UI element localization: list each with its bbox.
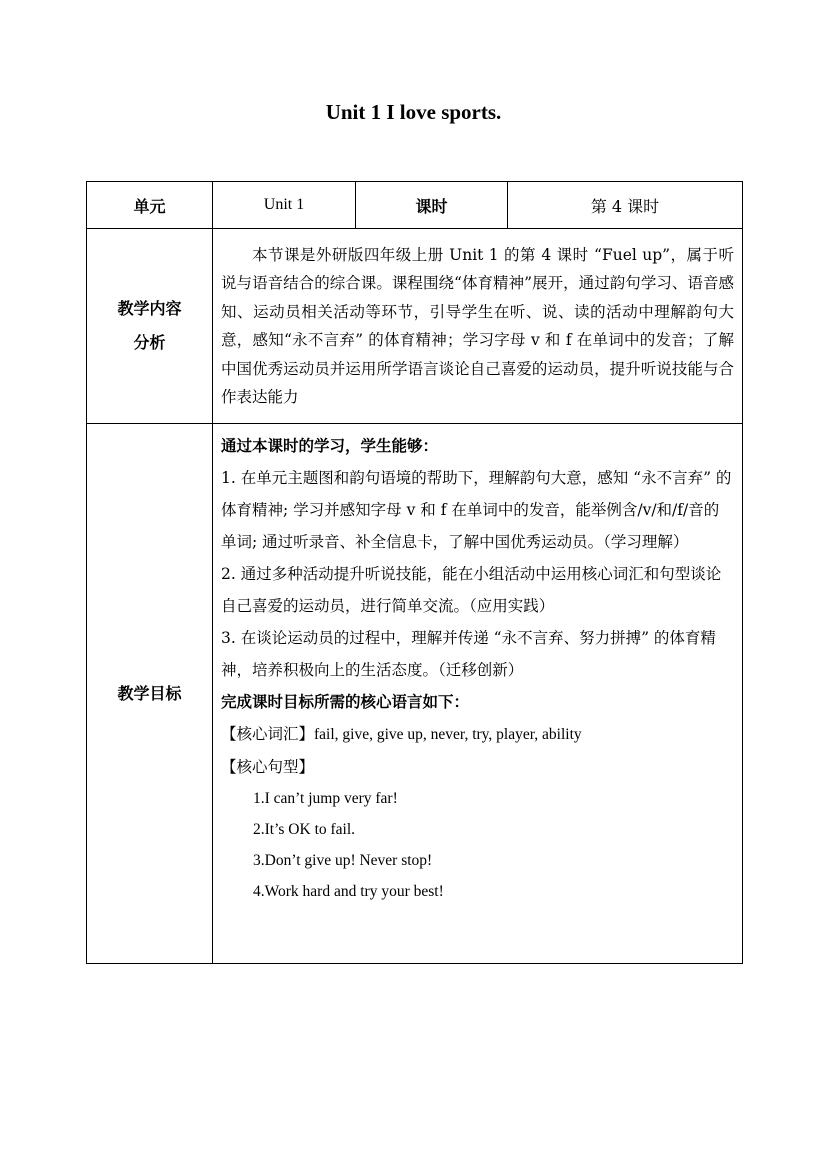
goal-item-2: 2. 通过多种活动提升听说技能，能在小组活动中运用核心词汇和句型谈论自己喜爱的运动员，进行简单交流。（应用实践） — [221, 565, 722, 615]
analysis-label-line1: 教学内容 — [117, 299, 182, 318]
goals-intro: 通过本课时的学习，学生能够： — [221, 437, 439, 455]
core-sentence: 4.Work hard and try your best! — [253, 883, 444, 900]
unit-label: 单元 — [87, 182, 213, 229]
lesson-plan-table — [86, 181, 743, 964]
unit-value: Unit 1 — [213, 182, 356, 229]
period-label: 课时 — [356, 182, 508, 229]
core-vocab-line — [221, 718, 734, 751]
core-vocab-label: 【核心词汇】 — [221, 725, 315, 743]
core-vocab-list: fail, give, give up, never, try, player, ability — [314, 726, 582, 743]
analysis-text: 本节课是外研版四年级上册 Unit 1 的第 4 课时 “Fuel up”，属于听说与语音结合的综合课。课程围绕“体育精神”展开，通过韵句学习、语音感知、运动员相关活动等环节，引导学生在听、说、读的活动中理解韵句大意，感知“永不言弃” 的体育精神；学习字母 v 和 f 在单词中的发音；了解中国优秀运动员并运用所学语言谈论自己喜爱的运动员，提升听说技能与合作表达能力 — [221, 245, 734, 406]
goals-row — [87, 424, 743, 964]
analysis-label-line2: 分析 — [133, 333, 166, 352]
analysis-label — [87, 229, 213, 424]
period-value: 第 4 课时 — [508, 182, 743, 229]
goal-item-3: 3. 在谈论运动员的过程中，理解并传递 “永不言弃、努力拼搏” 的体育精神，培养积极向上的生活态度。（迁移创新） — [221, 629, 716, 679]
page-title: Unit 1 I love sports. — [325, 100, 502, 124]
core-sentence: 1.I can’t jump very far! — [253, 790, 398, 807]
analysis-content — [213, 229, 743, 424]
core-sentence: 2.It’s OK to fail. — [253, 821, 356, 838]
core-language-intro: 完成课时目标所需的核心语言如下： — [221, 693, 470, 711]
goal-item-1: 1. 在单元主题图和韵句语境的帮助下，理解韵句大意，感知 “永不言弃” 的体育精神; 学习并感知字母 v 和 f 在单词中的发音，能举例含/v/和/f/音的单词; 通过听录音、补全信息卡，了解中国优秀运动员。（学习理解） — [221, 469, 732, 551]
header-row — [87, 182, 743, 229]
goals-label: 教学目标 — [87, 424, 213, 964]
analysis-row — [87, 229, 743, 424]
core-sentence: 3.Don’t give up! Never stop! — [253, 852, 433, 869]
core-sentence-label: 【核心句型】 — [221, 758, 315, 776]
goals-content — [213, 424, 743, 964]
